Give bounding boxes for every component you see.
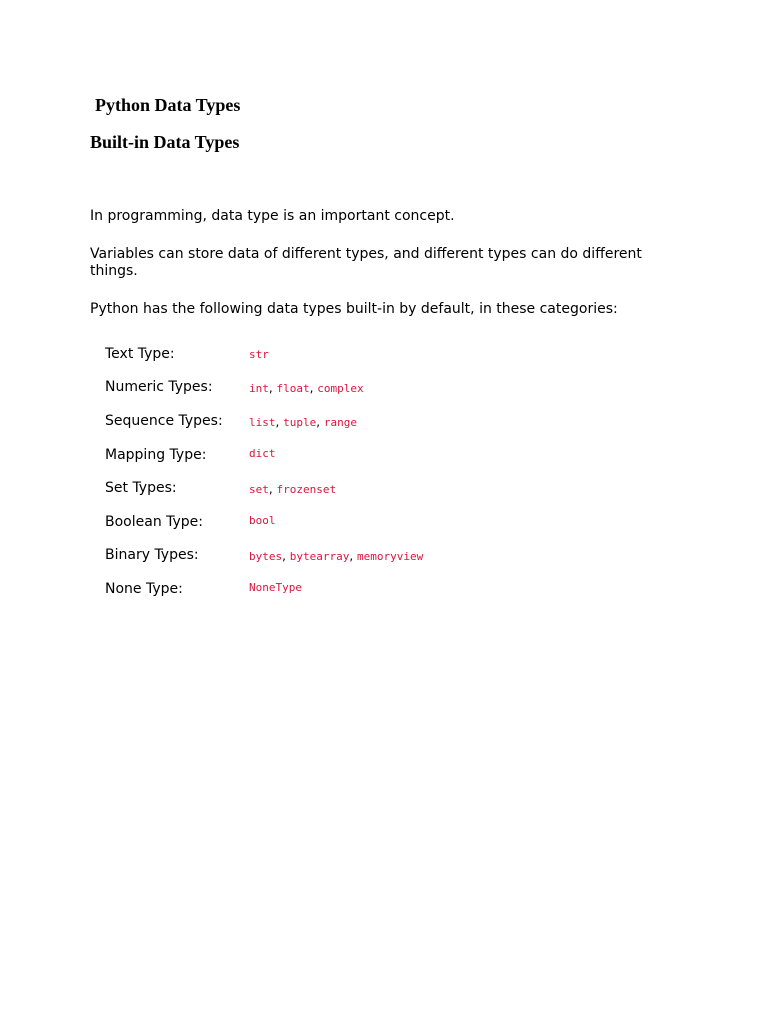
separator: , — [275, 415, 284, 429]
type-row-values — [249, 348, 269, 362]
separator: , — [349, 549, 358, 563]
type-row-label: Text Type: — [105, 346, 175, 362]
type-row-values — [249, 482, 336, 497]
type-row-boolean — [105, 514, 665, 534]
type-row-binary — [105, 547, 665, 567]
type-code: range — [323, 416, 358, 429]
variables-paragraph: Variables can store data of different types, and different types can do different things. — [90, 246, 642, 279]
type-code: bool — [249, 514, 276, 527]
type-row-values — [249, 514, 276, 528]
page-title: Python Data Types — [95, 95, 241, 115]
type-code: list — [249, 416, 276, 429]
categories-paragraph: Python has the following data types built-in by default, in these categories: — [90, 301, 618, 317]
type-code: bytes — [249, 550, 283, 563]
separator: , — [282, 549, 290, 563]
type-code: dict — [249, 447, 276, 460]
type-row-mapping — [105, 447, 665, 467]
separator: , — [268, 482, 277, 496]
type-code: frozenset — [276, 483, 337, 496]
type-code: memoryview — [357, 550, 424, 563]
type-code: float — [276, 382, 310, 395]
type-code: bytearray — [289, 550, 350, 563]
type-code: str — [249, 348, 269, 361]
type-row-set — [105, 480, 665, 500]
type-row-none — [105, 581, 665, 601]
separator: , — [309, 381, 318, 395]
type-row-label: Boolean Type: — [105, 514, 204, 530]
type-row-label: Sequence Types: — [105, 413, 223, 429]
type-code: NoneType — [249, 581, 302, 594]
type-row-label: None Type: — [105, 581, 183, 597]
type-code: set — [249, 483, 269, 496]
type-row-values — [249, 415, 357, 430]
type-row-label: Set Types: — [105, 480, 177, 496]
type-row-values — [249, 581, 302, 595]
type-row-values — [249, 381, 364, 396]
type-row-numeric — [105, 379, 665, 399]
type-row-label: Binary Types: — [105, 547, 199, 563]
type-row-label: Numeric Types: — [105, 379, 213, 395]
section-heading: Built-in Data Types — [90, 132, 240, 152]
type-row-label: Mapping Type: — [105, 447, 207, 463]
type-row-values — [249, 549, 423, 564]
type-row-values — [249, 447, 276, 461]
separator: , — [268, 381, 277, 395]
type-code: int — [249, 382, 269, 395]
intro-paragraph: In programming, data type is an important concept. — [90, 208, 455, 224]
type-code: tuple — [283, 416, 317, 429]
type-code: complex — [317, 382, 364, 395]
type-row-text — [105, 346, 665, 366]
type-row-sequence — [105, 413, 665, 433]
separator: , — [316, 415, 324, 429]
